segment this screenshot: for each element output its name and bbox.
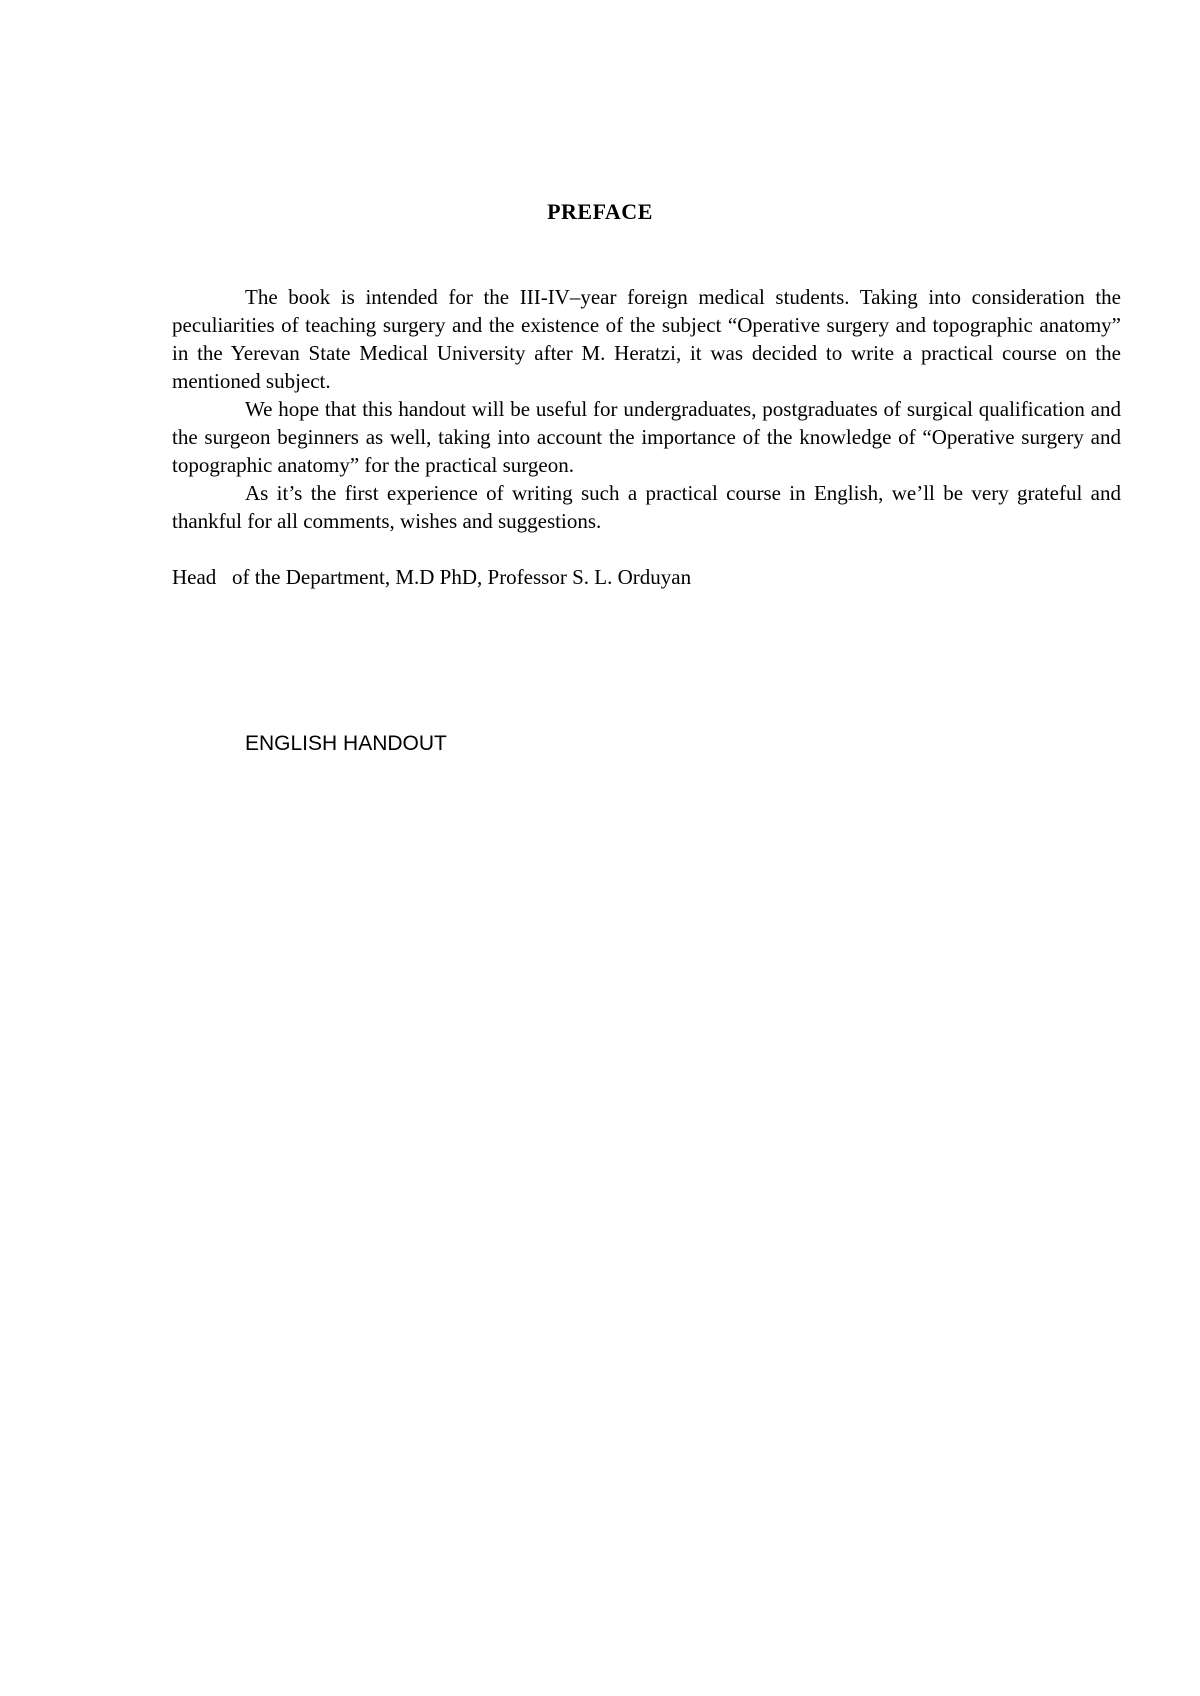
preface-body (172, 283, 1121, 535)
page-title: PREFACE (547, 199, 653, 224)
paragraph-hope: We hope that this handout will be useful for undergraduates, postgraduates of surgical qualification and the surgeon beginners as well, taking into account the importance of the knowledge of “Operative surgery and topographic anatomy” for the practical surgeon. (172, 397, 1121, 477)
paragraph-thanks: As it’s the first experience of writing such a practical course in English, we’ll be very grateful and thankful for all comments, wishes and suggestions. (172, 481, 1121, 533)
paragraph-intro: The book is intended for the III-IV–year foreign medical students. Taking into consideration the peculiarities of teaching surgery and the existence of the subject “Operative surgery and topographic anatomy” in the Yerevan State Medical University after M. Heratzi, it was decided to write a practical course on the mentioned subject. (172, 285, 1121, 393)
author-signature-line: Head of the Department, M.D PhD, Professor S. L. Orduyan (172, 565, 692, 589)
handout-label: ENGLISH HANDOUT (245, 732, 447, 755)
